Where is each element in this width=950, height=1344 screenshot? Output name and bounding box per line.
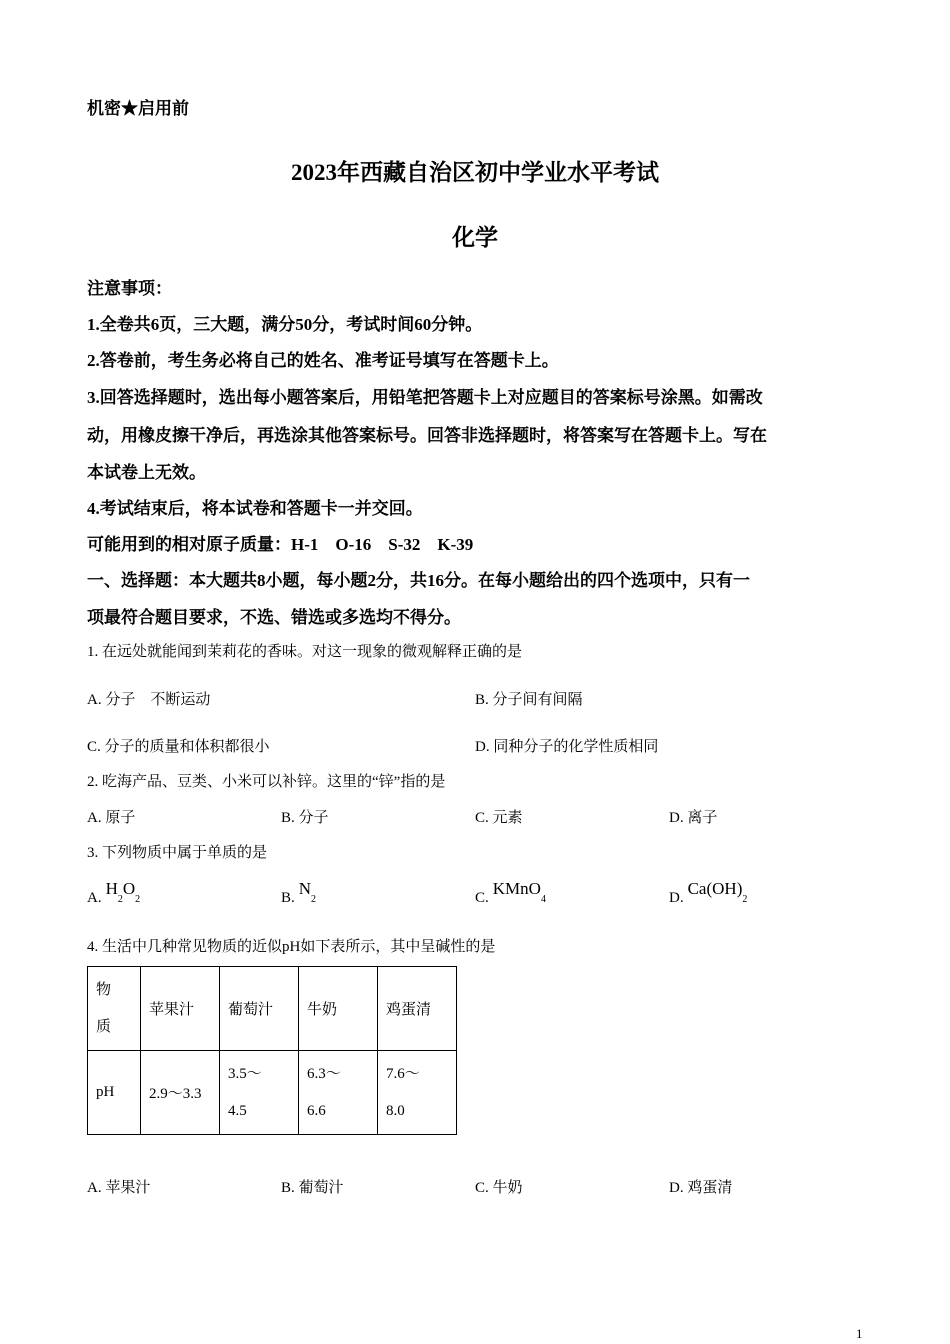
q1-option-d: D. 同种分子的化学性质相同 <box>475 739 659 755</box>
notes-heading: 注意事项： <box>87 279 172 298</box>
ph-table <box>87 966 457 1135</box>
table-header-cell: 牛奶 <box>299 967 378 1051</box>
table-header-cell: 苹果汁 <box>141 967 220 1051</box>
note-item: 本试卷上无效。 <box>87 463 206 482</box>
formula-h2o2: $H_2O_2$ <box>105 879 141 906</box>
table-header-cell: 葡萄汁 <box>220 967 299 1051</box>
q4-option-d: D. 鸡蛋清 <box>669 1180 733 1196</box>
q1-option-b: B. 分子间有间隔 <box>475 692 583 708</box>
q3-option-c <box>475 879 546 909</box>
table-cell: 6.3～ 6.6 <box>299 1051 378 1135</box>
formula-n2: $N_2$ <box>298 879 317 906</box>
q2-option-b: B. 分子 <box>281 810 329 826</box>
exam-subject: 化学 <box>452 225 498 250</box>
q3-option-b-label: B. <box>281 890 295 906</box>
q3-option-b <box>281 879 317 909</box>
q2-option-a: A. 原子 <box>87 810 136 826</box>
table-row <box>88 967 457 1051</box>
question-1-stem: 1. 在远处就能闻到茉莉花的香味。对这一现象的微观解释正确的是 <box>87 644 523 660</box>
table-row-label: pH <box>88 1051 141 1135</box>
table-cell: 3.5～ 4.5 <box>220 1051 299 1135</box>
section-1-instructions: 项最符合题目要求，不选、错选或多选均不得分。 <box>87 608 461 627</box>
note-item: 1.全卷共6页，三大题，满分50分，考试时间60分钟。 <box>87 315 483 334</box>
table-cell: 2.9～3.3 <box>141 1051 220 1135</box>
q4-option-c: C. 牛奶 <box>475 1180 523 1196</box>
confidential-label: 机密★启用前 <box>87 99 189 118</box>
note-item: 动，用橡皮擦干净后，再选涂其他答案标号。回答非选择题时，将答案写在答题卡上。写在 <box>87 426 767 445</box>
q2-option-d: D. 离子 <box>669 810 718 826</box>
table-row <box>88 1051 457 1135</box>
question-3-stem: 3. 下列物质中属于单质的是 <box>87 845 268 861</box>
q3-option-c-label: C. <box>475 890 489 906</box>
note-item: 2.答卷前，考生务必将自己的姓名、准考证号填写在答题卡上。 <box>87 351 559 370</box>
q4-option-a: A. 苹果汁 <box>87 1180 151 1196</box>
q2-option-c: C. 元素 <box>475 810 523 826</box>
q4-option-b: B. 葡萄汁 <box>281 1180 344 1196</box>
note-item: 3.回答选择题时，选出每小题答案后，用铅笔把答题卡上对应题目的答案标号涂黑。如需改 <box>87 388 763 407</box>
formula-kmno4: KMnO$_4$ <box>492 879 546 906</box>
q3-option-d <box>669 879 748 909</box>
atomic-mass-line: 可能用到的相对原子质量：H-1 O-16 S-32 K-39 <box>87 535 474 554</box>
note-item: 4.考试结束后，将本试卷和答题卡一并交回。 <box>87 499 423 518</box>
table-header-cell: 物 质 <box>88 967 141 1051</box>
exam-title: 2023年西藏自治区初中学业水平考试 <box>291 160 659 185</box>
q3-option-d-label: D. <box>669 890 684 906</box>
q1-option-c: C. 分子的质量和体积都很小 <box>87 739 270 755</box>
q1-option-a: A. 分子 不断运动 <box>87 692 211 708</box>
question-4-stem: 4. 生活中几种常见物质的近似pH如下表所示，其中呈碱性的是 <box>87 939 496 955</box>
formula-caoh2: $Ca(OH)_2$ <box>687 879 748 906</box>
table-header-cell: 鸡蛋清 <box>378 967 457 1051</box>
page-number: 1 <box>856 1326 863 1341</box>
table-cell: 7.6～ 8.0 <box>378 1051 457 1135</box>
q3-option-a-label: A. <box>87 890 102 906</box>
question-2-stem: 2. 吃海产品、豆类、小米可以补锌。这里的“锌”指的是 <box>87 774 446 790</box>
q3-option-a <box>87 879 141 909</box>
section-1-instructions: 一、选择题：本大题共8小题，每小题2分，共16分。在每小题给出的四个选项中，只有一 <box>87 571 750 590</box>
